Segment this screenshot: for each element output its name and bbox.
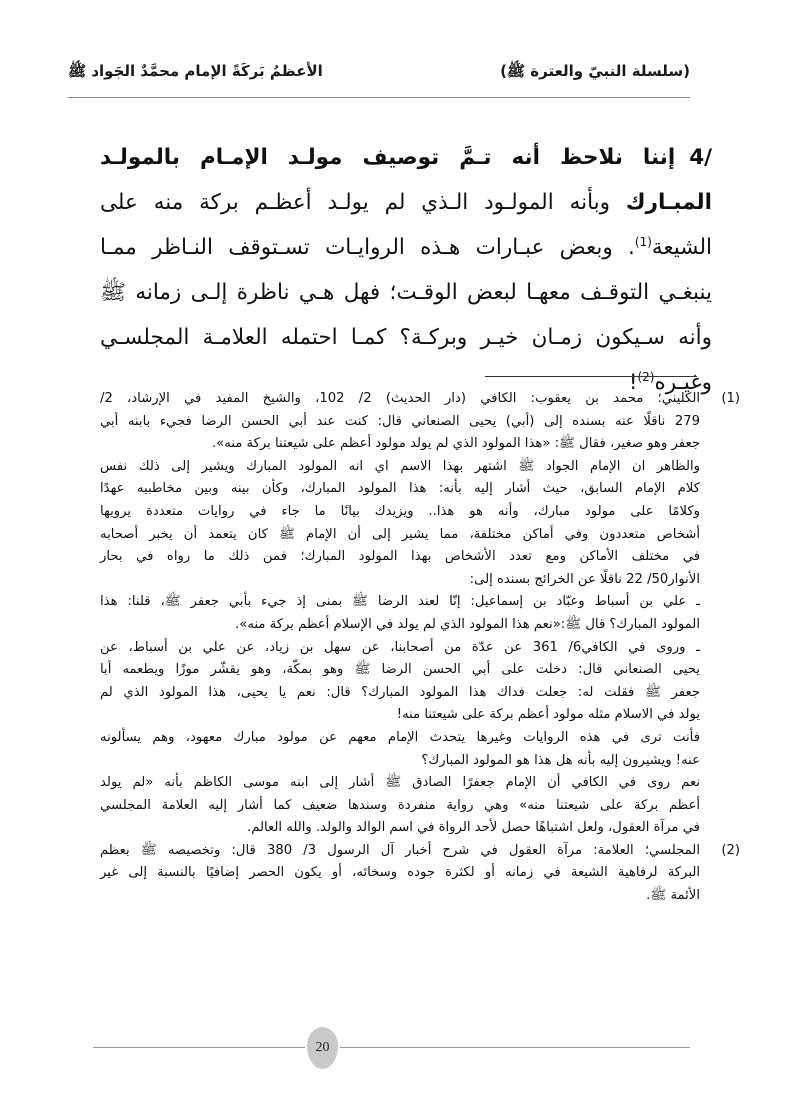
book-title: الأعظمُ بَركَةً الإمام محمَّدٌ الجَواد ﷺ <box>68 62 323 80</box>
footnote-line: البركة لرفاهية الشيعة في زمانه أو لكثرة جوده وسخائه، أو يكون الحصر إضافيًا بالنسبة إلى غير <box>100 865 700 881</box>
footnote-number: (2) <box>721 842 740 858</box>
paragraph-text-1: وبأنه المولـود الـذي لم يولـد أعظـم بركة منه على الشيعة <box>100 190 712 260</box>
footnote-line: الأنوار50/ 22 ناقلًا عن الخرائج بسنده إلى: <box>469 571 700 587</box>
footnote-line: جعفر ﷺ فقلت له: جعلت فداك هذا المولود المبارك؟ قال: نعم يا يحيى، هذا المولود الذي لم <box>100 684 700 700</box>
footnotes <box>100 388 740 908</box>
footnote-line: عنه! ويشيرون إليه بأنه هل هذا هو المولود المبارك؟ <box>421 752 700 768</box>
footnote-line: 279 ناقلًا عنه بسنده إلى (أبي) يحيى الصنعاني قال: كنت عند أبي الحسن الرضا فجيء بابنه أبي <box>100 413 700 429</box>
main-paragraph <box>100 135 712 405</box>
footnote-separator <box>485 376 697 377</box>
footnote-ref-1[interactable]: (1) <box>634 234 652 249</box>
footnote-2 <box>100 840 740 908</box>
footnote-line: والظاهر ان الإمام الجواد ﷺ اشتهر بهذا الاسم اي انه المولود المبارك ويشير إلى ذلك نفس <box>100 458 700 474</box>
footnote-line: أشخاص متعددون وفي أماكن مختلفة، مما يشير إلى أن الإمام ﷺ كان يتعمد أن يخبر أصحابه <box>100 526 700 542</box>
footnote-line: ـ علي بن أسباط وعبّاد بن إسماعيل: إنّا لعند الرضا ﷺ بمنى إذ جيء بأبي جعفر ﷺ، قلنا: هذا <box>100 594 700 610</box>
footnote-line: جعفر وهو صغير، فقال ﷺ: «هذا المولود الذي لم يولد مولود أعظم على شيعتنا بركة منه». <box>211 436 700 452</box>
footer-rule-left <box>93 1047 305 1048</box>
footnote-body <box>100 388 700 840</box>
running-header <box>68 58 690 88</box>
series-title: (سلسلة النبيّ والعترة ﷺ) <box>500 62 690 80</box>
footnote-line: في مختلف الأماكن ومع تعدد الأشخاص بهذا المولود المبارك؛ فمن ذلك ما رواه في بحار <box>100 549 700 565</box>
paragraph-text-2: . وبعض عبـارات هـذه الروايـات تسـتوقف النـاظر ممـا ينبغـي التوقـف معهـا لبعض الوقـت؛ فهل هـي ناظرة إلـى زمانه ﷺ وأنه سـيكون زمـان خيـر وبركـة؟ كمـا احتمله العلامـة المجلسـي وغيـره <box>100 235 712 395</box>
header-rule <box>68 97 690 98</box>
footnote-body <box>100 840 700 908</box>
footnote-line: نعم روى في الكافي أن الإمام جعفرًا الصادق ﷺ أشار إلى ابنه موسى الكاظم بأنه «لم يولد <box>100 775 700 791</box>
footnote-line: كلام الإمام السابق، حيث أشار إليه بأنه: هذا المولود المبارك، وكأن بينه وبين مخاطبيه عهدًا <box>100 481 700 497</box>
paragraph-text-3: ! <box>628 370 638 395</box>
paragraph-lead: إننا نلاحظ أنه تـمَّ توصيف مولـد الإمـام بالمولـد المبـارك <box>100 145 712 215</box>
footnote-line: الكليني؛ محمد بن يعقوب: الكافي (دار الحديث) 2/ 102، والشيخ المفيد في الإرشاد، 2/ <box>100 391 700 406</box>
footnote-line: فأنت ترى في هذه الروايات وغيرها يتحدث الإمام معهم عن مولود مبارك معهود، وهم يسألونه <box>100 729 700 745</box>
footnote-line: الأئمة ﷺ. <box>646 888 700 904</box>
footnote-number: (1) <box>721 391 740 406</box>
footnote-line: المولود المبارك؟ قال ﷺ:«نعم هذا المولود الذي لم يولد في الإسلام أعظم بركة منه». <box>235 616 700 632</box>
footer-rule-right <box>340 1047 690 1048</box>
item-number: 4/ <box>689 145 712 170</box>
footnote-line: أعظم بركة على شيعتنا منه» وهي رواية منفردة وسندها ضعيف كما أشار إليه العلامة المجلسي <box>100 797 700 813</box>
footnote-ref-2[interactable]: (2) <box>637 369 655 384</box>
footnote-line: يولد في الاسلام مثله مولود أعظم بركة على شيعتنا منه! <box>396 707 700 723</box>
footnote-line: وكلامًا على مولود مبارك، وأنه هو هذا.. ويزيدك بيانًا ما جاء في روايات متعددة يرويها <box>100 503 700 519</box>
page-number: 20 <box>315 1040 330 1055</box>
footnote-line: يحيى الصنعاني قال: دخلت على أبي الحسن الرضا ﷺ وهو بمكّة، وهو يقشّر موزًا ويطعمه أبا <box>100 662 700 678</box>
footnote-line: في مرآة العقول، ولعل اشتباهًا حصل لأحد الرواة في اسم الوالد والولد. والله العالم. <box>247 820 700 836</box>
footnote-line: ـ وروى في الكافي6/ 361 عن عدّة من أصحابنا، عن سهل بن زياد، عن علي بن أسباط، عن <box>100 639 700 655</box>
page-number-badge <box>307 1027 338 1069</box>
footnote-line: المجلسي؛ العلامة: مرآة العقول في شرح أخبار آل الرسول 3/ 380 قال: وتخصيصه ﷺ بعظم <box>100 842 700 858</box>
footnote-1 <box>100 388 740 840</box>
